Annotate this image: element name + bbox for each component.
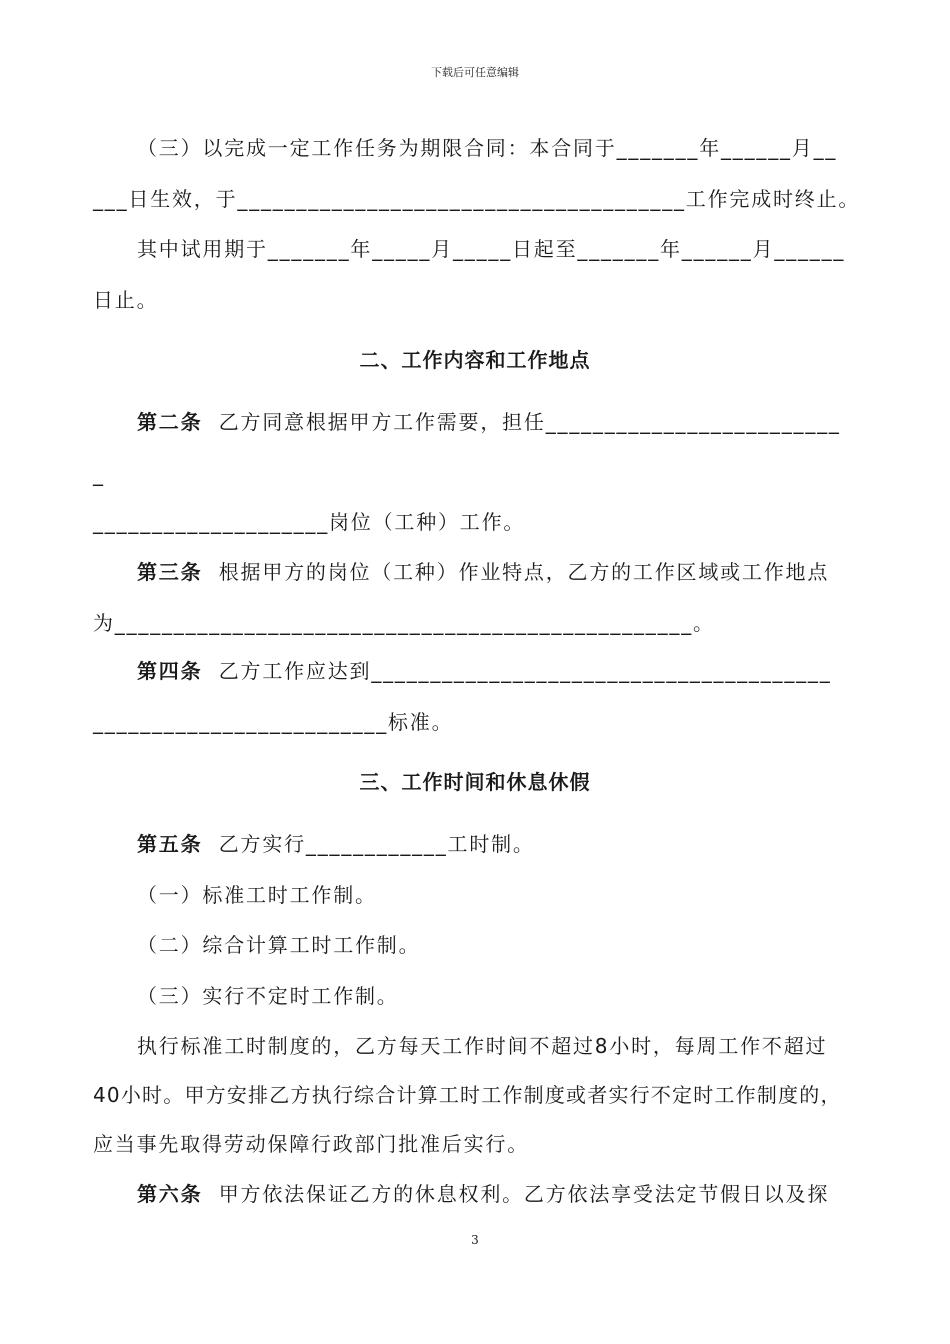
article-4-line-1 [137,657,907,685]
article-2-label: 第二条 [137,410,203,434]
hours-paragraph-line-1: 执行标准工时制度的，乙方每天工作时间不超过8小时，每周工作不超过 [137,1034,828,1058]
article-2-line-2: _ [93,462,105,486]
article-6-label: 第六条 [137,1182,203,1206]
article-3-text: 根据甲方的岗位（工种）作业特点，乙方的工作区域或工作地点 [218,560,830,584]
contract-term-line-1: （三）以完成一定工作任务为期限合同：本合同于_______年______月__ [137,136,838,160]
option-1: （一）标准工时工作制。 [137,883,377,907]
option-2: （二）综合计算工时工作制。 [137,933,421,957]
hours-paragraph-line-3: 应当事先取得劳动保障行政部门批准后实行。 [93,1132,529,1156]
contract-term-line-2: ___日生效，于______________________________________工作完成时终止。 [93,187,861,211]
article-4-label: 第四条 [137,659,203,683]
probation-line-2: 日止。 [93,288,159,312]
article-3-label: 第三条 [137,560,203,584]
article-4-text: 乙方工作应达到_______________________________________ [218,659,832,683]
page-header: 下载后可任意编辑 [431,66,519,79]
section-heading-2: 二、工作内容和工作地点 [359,348,591,372]
article-5-label: 第五条 [137,832,203,856]
article-5-text: 乙方实行____________工时制。 [218,832,535,856]
article-3-line-2: 为_________________________________________________。 [93,611,715,635]
page-number: 3 [471,1233,479,1247]
article-2-line-3: ____________________岗位（工种）工作。 [93,510,526,534]
article-2-text: 乙方同意根据甲方工作需要，担任_________________________ [218,410,841,434]
article-4-line-2: _________________________标准。 [93,710,454,734]
hours-paragraph-line-2: 40小时。甲方安排乙方执行综合计算工时工作制度或者实行不定时工作制度的， [93,1083,842,1107]
option-3: （三）实行不定时工作制。 [137,984,399,1008]
article-6-text: 甲方依法保证乙方的休息权利。乙方依法享受法定节假日以及探 [218,1182,830,1206]
section-heading-3: 三、工作时间和休息休假 [359,770,591,794]
probation-line-1: 其中试用期于_______年_____月_____日起至_______年______月______ [137,237,846,261]
article-2-line-1 [137,408,907,436]
article-6-line-1 [137,1180,907,1208]
article-3-line-1 [137,558,907,586]
article-5-line-1 [137,830,907,858]
